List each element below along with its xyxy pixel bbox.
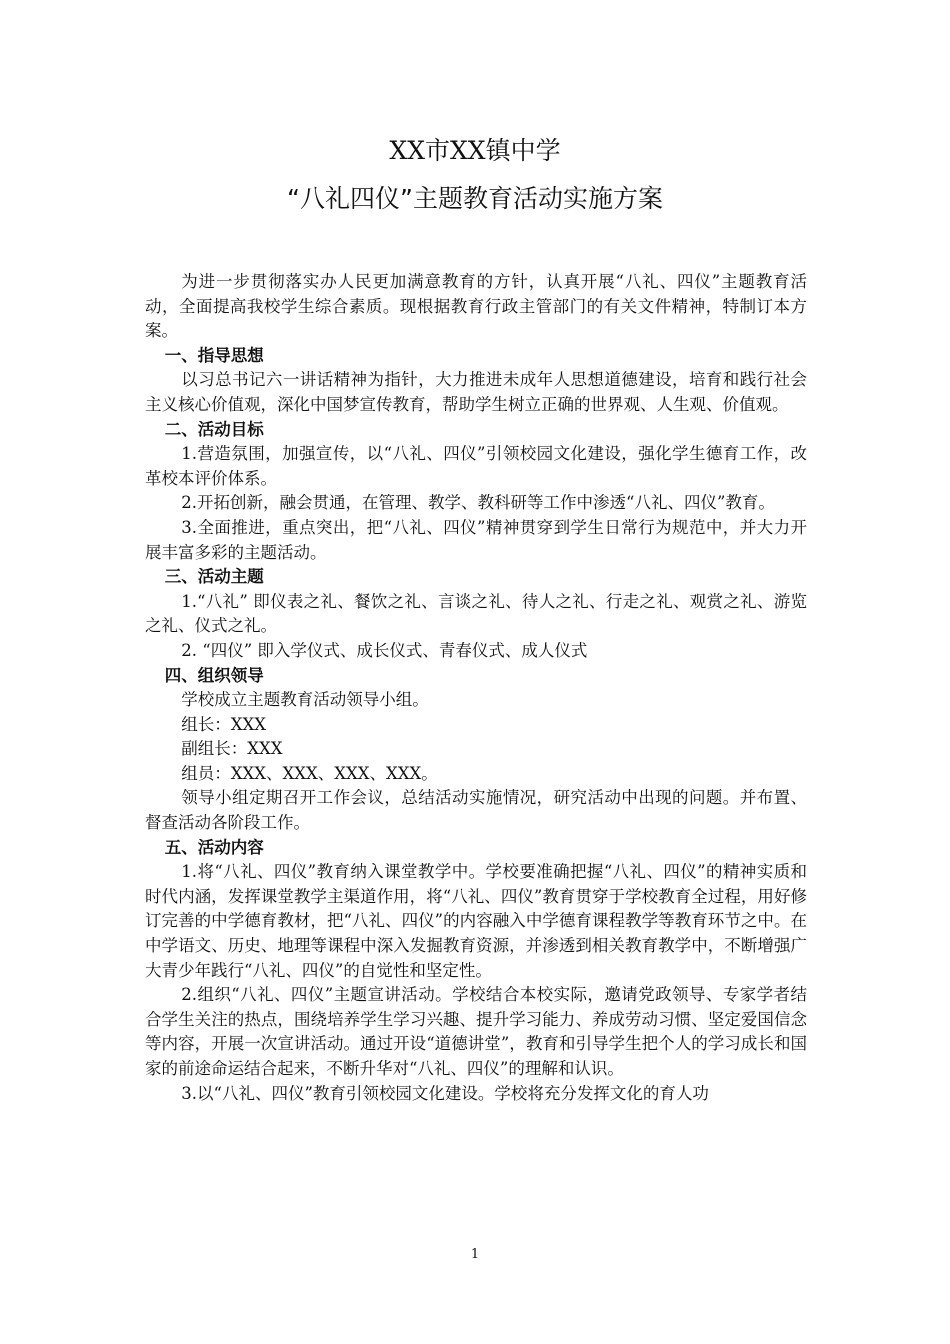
- body-paragraph: 学校成立主题教育活动领导小组。: [181, 690, 429, 710]
- section-heading-activity-content: 五、活动内容: [164, 837, 264, 857]
- document-title-school: XX市XX镇中学: [389, 136, 561, 165]
- section-heading-organization: 四、组织领导: [164, 665, 264, 685]
- section-heading-guiding-ideology: 一、指导思想: [164, 345, 264, 365]
- body-paragraph: 1.“八礼” 即仪表之礼、餐饮之礼、言谈之礼、待人之礼、行走之礼、观赏之礼、游览之礼、仪式之礼。: [145, 591, 807, 636]
- body-paragraph: 1.营造氛围，加强宣传，以“八礼、四仪”引领校园文化建设，强化学生德育工作，改革校本评价体系。: [145, 444, 807, 488]
- page-number: 1: [470, 1247, 480, 1262]
- intro-paragraph: 为进一步贯彻落实办人民更加满意教育的方针，认真开展“八礼、四仪”主题教育活动，全面提高我校学生综合素质。现根据教育行政主管部门的有关文件精神，特制订本方案。: [145, 272, 807, 341]
- body-paragraph: 2. “四仪” 即入学仪式、成长仪式、青春仪式、成人仪式: [181, 640, 588, 660]
- body-paragraph: 2.组织“八礼、四仪”主题宣讲活动。学校结合本校实际，邀请党政领导、专家学者结合学生关注的热点，围绕培养学生学习兴趣、提升学习能力、养成劳动习惯、坚定爱国信念等内容，开展一次宣讲活动。通过开设“道德讲堂”，教育和引导学生把个人的学习成长和国家的前途命运结合起来，不断升华对“八礼、四仪”的理解和认识。: [145, 985, 807, 1078]
- body-paragraph: 3.以“八礼、四仪”教育引领校园文化建设。学校将充分发挥文化的育人功: [181, 1083, 709, 1103]
- section-heading-activity-themes: 三、活动主题: [164, 567, 264, 587]
- body-paragraph: 副组长：XXX: [181, 739, 283, 759]
- document-body: [145, 270, 807, 1106]
- body-paragraph: 组员：XXX、XXX、XXX、XXX。: [181, 763, 438, 783]
- body-paragraph: 领导小组定期召开工作会议，总结活动实施情况，研究活动中出现的问题。并布置、督查活动各阶段工作。: [145, 788, 807, 833]
- body-paragraph: 2.开拓创新，融会贯通，在管理、教学、教科研等工作中渗透“八礼、四仪”教育。: [181, 493, 775, 513]
- body-paragraph: 以习总书记六一讲话精神为指针，大力推进未成年人思想道德建设，培育和践行社会主义核心价值观，深化中国梦宣传教育，帮助学生树立正确的世界观、人生观、价值观。: [145, 370, 807, 414]
- body-paragraph: 1.将“八礼、四仪”教育纳入课堂教学中。学校要准确把握“八礼、四仪”的精神实质和时代内涵，发挥课堂教学主渠道作用，将“八礼、四仪”教育贯穿于学校教育全过程，用好修订完善的中学德育教材，把“八礼、四仪”的内容融入中学德育课程教学等教育环节之中。在中学语文、历史、地理等课程中深入发掘教育资源，并渗透到相关教育教学中，不断增强广大青少年践行“八礼、四仪”的自觉性和坚定性。: [145, 862, 807, 980]
- document-title-plan: “八礼四仪”主题教育活动实施方案: [287, 184, 663, 213]
- section-heading-activity-goals: 二、活动目标: [164, 419, 264, 439]
- body-paragraph: 3.全面推进，重点突出，把“八礼、四仪”精神贯穿到学生日常行为规范中，并大力开展丰富多彩的主题活动。: [145, 517, 807, 562]
- body-paragraph: 组长：XXX: [181, 714, 267, 734]
